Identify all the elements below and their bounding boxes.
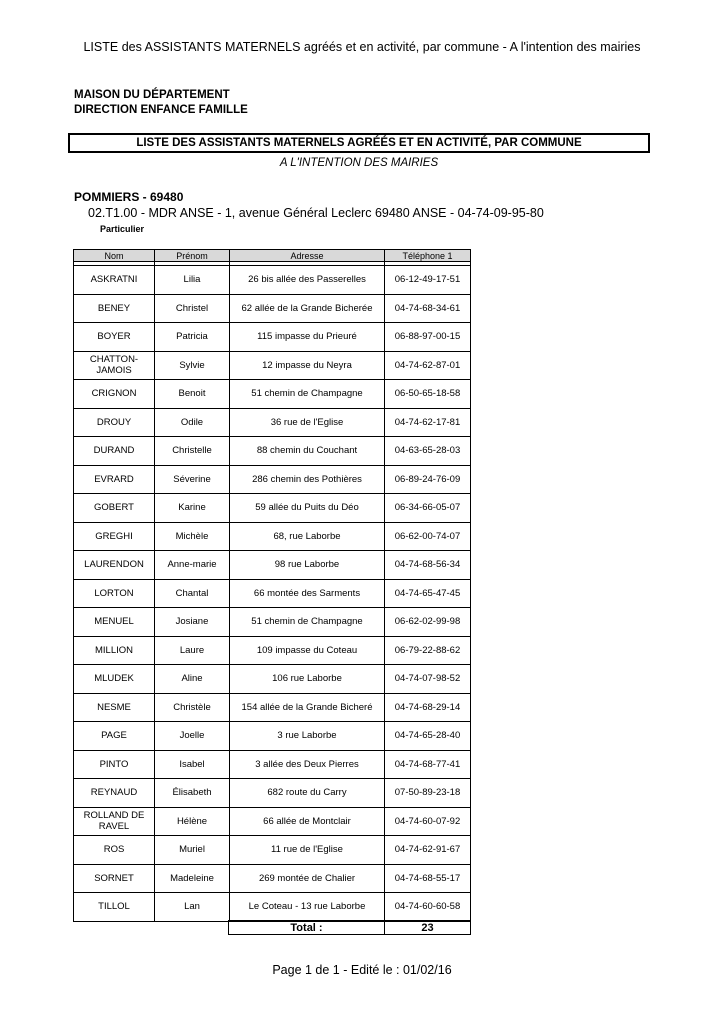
- cell-telephone: 04-74-07-98-52: [385, 665, 471, 694]
- column-header-nom: Nom: [74, 250, 155, 262]
- cell-adresse: 106 rue Laborbe: [230, 665, 385, 694]
- table-row: [74, 323, 471, 352]
- category-label: Particulier: [100, 224, 145, 234]
- cell-prenom: Benoit: [155, 380, 230, 409]
- cell-telephone: 06-79-22-88-62: [385, 636, 471, 665]
- cell-telephone: 06-62-02-99-98: [385, 608, 471, 637]
- cell-nom: NESME: [74, 693, 155, 722]
- table-row: [74, 437, 471, 466]
- cell-adresse: 115 impasse du Prieuré: [230, 323, 385, 352]
- cell-prenom: Christèle: [155, 693, 230, 722]
- cell-adresse: 66 montée des Sarments: [230, 579, 385, 608]
- organization-name: MAISON DU DÉPARTEMENT: [74, 89, 230, 101]
- table-row: [74, 351, 471, 380]
- commune-heading: POMMIERS - 69480: [74, 190, 184, 204]
- cell-prenom: Christel: [155, 294, 230, 323]
- cell-telephone: 06-50-65-18-58: [385, 380, 471, 409]
- cell-telephone: 06-34-66-05-07: [385, 494, 471, 523]
- cell-telephone: 04-74-62-91-67: [385, 836, 471, 865]
- cell-nom: PINTO: [74, 750, 155, 779]
- cell-prenom: Anne-marie: [155, 551, 230, 580]
- cell-adresse: 682 route du Carry: [230, 779, 385, 808]
- table-row: [74, 551, 471, 580]
- cell-adresse: 3 rue Laborbe: [230, 722, 385, 751]
- cell-adresse: 11 rue de l'Eglise: [230, 836, 385, 865]
- table-row: [74, 608, 471, 637]
- table-row: [74, 693, 471, 722]
- table-row: [74, 266, 471, 295]
- cell-prenom: Lan: [155, 893, 230, 922]
- table-row: [74, 750, 471, 779]
- cell-telephone: 06-88-97-00-15: [385, 323, 471, 352]
- cell-nom: ROS: [74, 836, 155, 865]
- cell-adresse: 59 allée du Puits du Déo: [230, 494, 385, 523]
- table-row: [74, 494, 471, 523]
- cell-nom: LAURENDON: [74, 551, 155, 580]
- cell-telephone: 04-74-65-47-45: [385, 579, 471, 608]
- page-header: LISTE des ASSISTANTS MATERNELS agréés et en activité, par commune - A l'intention des mairies: [83, 40, 641, 54]
- cell-adresse: Le Coteau - 13 rue Laborbe: [230, 893, 385, 922]
- table-row: [74, 836, 471, 865]
- cell-nom: ASKRATNI: [74, 266, 155, 295]
- office-address: 02.T1.00 - MDR ANSE - 1, avenue Général Leclerc 69480 ANSE - 04-74-09-95-80: [88, 206, 544, 220]
- cell-telephone: 04-74-68-55-17: [385, 864, 471, 893]
- cell-telephone: 07-50-89-23-18: [385, 779, 471, 808]
- cell-adresse: 3 allée des Deux Pierres: [230, 750, 385, 779]
- organization-division: DIRECTION ENFANCE FAMILLE: [74, 104, 248, 116]
- table-row: [74, 380, 471, 409]
- cell-prenom: Aline: [155, 665, 230, 694]
- cell-telephone: 06-89-24-76-09: [385, 465, 471, 494]
- document-title: LISTE DES ASSISTANTS MATERNELS AGRÉÉS ET EN ACTIVITÉ, PAR COMMUNE: [68, 133, 650, 153]
- cell-telephone: 04-74-60-07-92: [385, 807, 471, 836]
- total-label: Total :: [229, 921, 385, 935]
- cell-nom: PAGE: [74, 722, 155, 751]
- page-footer: Page 1 de 1 - Edité le : 01/02/16: [272, 963, 452, 977]
- cell-nom: REYNAUD: [74, 779, 155, 808]
- cell-prenom: Patricia: [155, 323, 230, 352]
- cell-prenom: Muriel: [155, 836, 230, 865]
- cell-telephone: 04-74-62-87-01: [385, 351, 471, 380]
- cell-nom: GREGHI: [74, 522, 155, 551]
- cell-nom: DURAND: [74, 437, 155, 466]
- cell-prenom: Joelle: [155, 722, 230, 751]
- cell-adresse: 51 chemin de Champagne: [230, 380, 385, 409]
- table-header-row: [74, 250, 471, 262]
- cell-adresse: 88 chemin du Couchant: [230, 437, 385, 466]
- cell-nom: ROLLAND DE RAVEL: [74, 807, 155, 836]
- cell-prenom: Lilia: [155, 266, 230, 295]
- table-row: [74, 579, 471, 608]
- cell-adresse: 286 chemin des Pothières: [230, 465, 385, 494]
- cell-adresse: 66 allée de Montclair: [230, 807, 385, 836]
- cell-nom: CRIGNON: [74, 380, 155, 409]
- cell-prenom: Sylvie: [155, 351, 230, 380]
- cell-prenom: Séverine: [155, 465, 230, 494]
- cell-nom: EVRARD: [74, 465, 155, 494]
- cell-adresse: 269 montée de Chalier: [230, 864, 385, 893]
- table-row: [74, 807, 471, 836]
- column-header-prenom: Prénom: [155, 250, 230, 262]
- cell-nom: MILLION: [74, 636, 155, 665]
- cell-prenom: Christelle: [155, 437, 230, 466]
- cell-telephone: 06-62-00-74-07: [385, 522, 471, 551]
- cell-adresse: 36 rue de l'Eglise: [230, 408, 385, 437]
- cell-nom: CHATTON-JAMOIS: [74, 351, 155, 380]
- cell-telephone: 04-74-68-56-34: [385, 551, 471, 580]
- cell-prenom: Michèle: [155, 522, 230, 551]
- assistants-table: [73, 249, 471, 922]
- cell-adresse: 51 chemin de Champagne: [230, 608, 385, 637]
- cell-telephone: 04-74-68-77-41: [385, 750, 471, 779]
- document-subtitle: A L'INTENTION DES MAIRIES: [279, 157, 439, 169]
- cell-telephone: 04-74-60-60-58: [385, 893, 471, 922]
- table-row: [74, 779, 471, 808]
- cell-telephone: 06-12-49-17-51: [385, 266, 471, 295]
- cell-prenom: Laure: [155, 636, 230, 665]
- cell-adresse: 154 allée de la Grande Bicheré: [230, 693, 385, 722]
- table-row: [74, 522, 471, 551]
- cell-telephone: 04-74-62-17-81: [385, 408, 471, 437]
- column-header-telephone: Téléphone 1: [385, 250, 471, 262]
- cell-telephone: 04-74-68-29-14: [385, 693, 471, 722]
- table-row: [74, 294, 471, 323]
- cell-adresse: 109 impasse du Coteau: [230, 636, 385, 665]
- cell-adresse: 62 allée de la Grande Bicherée: [230, 294, 385, 323]
- cell-nom: LORTON: [74, 579, 155, 608]
- cell-nom: MENUEL: [74, 608, 155, 637]
- table-row: [74, 465, 471, 494]
- cell-adresse: 98 rue Laborbe: [230, 551, 385, 580]
- table-row: [74, 722, 471, 751]
- total-value: 23: [385, 921, 471, 935]
- cell-prenom: Josiane: [155, 608, 230, 637]
- column-header-adresse: Adresse: [230, 250, 385, 262]
- cell-nom: DROUY: [74, 408, 155, 437]
- cell-nom: SORNET: [74, 864, 155, 893]
- cell-prenom: Madeleine: [155, 864, 230, 893]
- table-row: [74, 665, 471, 694]
- table-row: [74, 864, 471, 893]
- organization-block: [74, 88, 248, 118]
- cell-telephone: 04-74-68-34-61: [385, 294, 471, 323]
- table-row: [74, 636, 471, 665]
- cell-prenom: Odile: [155, 408, 230, 437]
- cell-prenom: Hélène: [155, 807, 230, 836]
- cell-telephone: 04-74-65-28-40: [385, 722, 471, 751]
- total-row: [228, 920, 471, 935]
- table-row: [74, 408, 471, 437]
- cell-adresse: 68, rue Laborbe: [230, 522, 385, 551]
- cell-adresse: 12 impasse du Neyra: [230, 351, 385, 380]
- cell-nom: BENEY: [74, 294, 155, 323]
- table-row: [74, 893, 471, 922]
- cell-prenom: Karine: [155, 494, 230, 523]
- cell-nom: MLUDEK: [74, 665, 155, 694]
- cell-nom: GOBERT: [74, 494, 155, 523]
- cell-adresse: 26 bis allée des Passerelles: [230, 266, 385, 295]
- cell-prenom: Chantal: [155, 579, 230, 608]
- cell-prenom: Isabel: [155, 750, 230, 779]
- cell-nom: TILLOL: [74, 893, 155, 922]
- cell-telephone: 04-63-65-28-03: [385, 437, 471, 466]
- cell-nom: BOYER: [74, 323, 155, 352]
- cell-prenom: Élisabeth: [155, 779, 230, 808]
